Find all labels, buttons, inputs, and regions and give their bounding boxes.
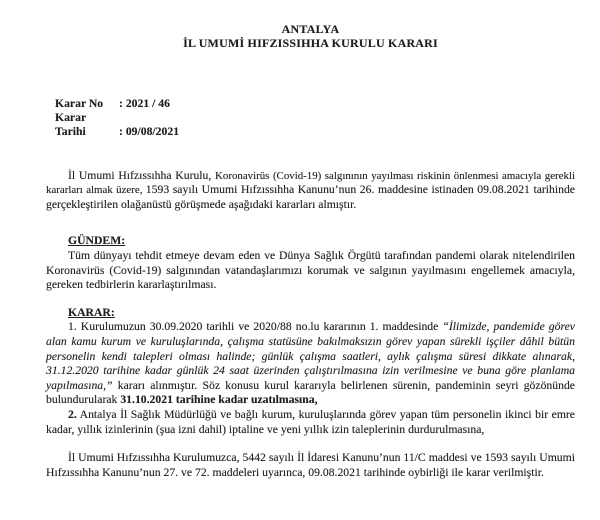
decision-item-1-lead: Kurulumuzun 30.09.2020 tarihli ve 2020/88 no.lu kararının 1. maddesinde [76,320,443,334]
decision-no-row [55,97,575,111]
decision-meta [55,97,575,140]
intro-part1: İl Umumi Hıfzıssıhha Kurulu, [68,168,216,182]
decision-date-label: Karar Tarihi [55,111,86,139]
decision-no-value: : 2021 / 46 [119,97,170,110]
decision-item-2 [46,408,575,437]
decision-item-1 [46,320,575,408]
agenda-paragraph: Tüm dünyayı tehdit etmeye devam eden ve Dünya Sağlık Örgütü tarafından pandemi olarak nitelendirilen Koronavirüs (Covid-19) salgınından vatandaşlarımızı korumak ve salgının yayılmasını engellemek amacıyla, gereken tedbirlerin kararlaştırılması. [46,248,575,292]
decision-item-2-number: 2. [68,407,77,421]
document-title [46,22,575,50]
agenda-heading: GÜNDEM: [68,234,126,248]
decision-item-1-middle: kararı alınmıştır. Söz konusu kurul kararıyla belirlenen sürenin, pandeminin seyri gözönünde bulundurularak [46,378,575,407]
intro-part3: 1593 sayılı Umumi Hıfzıssıhha Kanunu’nun 26. maddesine istinaden 09.08.2021 tarihinde gerçekleştirilen olağanüstü görüşmede aşağıdaki kararları almıştır. [46,183,575,211]
decision-date-row [55,111,575,139]
intro-part2: Koronavirüs (Covid-19) salgınının yayılması riskinin önlenmesi amacıyla gerekli kararları almak üzere, [46,169,575,197]
title-city: ANTALYA [281,22,340,36]
decision-date-value: : 09/08/2021 [119,125,180,139]
decision-item-1-number: 1. [68,320,77,334]
title-board-name: İL UMUMİ HIFZISSIHHA KURULU KARARI [183,36,438,50]
decision-heading: KARAR: [68,305,115,319]
decision-item-1-quote: “İlimizde, pandemide görev alan kamu kurum ve kuruluşlarında, çalışma statüsüne bakılmaksızın görev yapan sürekli işçiler dâhil bütün personelin kendi talepleri olması halinde; günlük çalışma saatleri, aylık çalışma süresi dikkate alınarak, 31.12.2020 tarihine kadar günlük 24 saat üzerinden çalıştırılmasına izin verilmesine ve buna göre planlama yapılmasına,” [46,320,575,392]
decision-item-2-text: Antalya İl Sağlık Müdürlüğü ve bağlı kurum, kuruluşlarında görev yapan tüm personelin ikinci bir emre kadar, yıllık izinlerinin (şua izni dahil) iptaline ve yeni yıllık izin taleplerinin durdurulmasına, [46,407,575,436]
decision-item-1-bold-tail: 31.10.2021 tarihine kadar uzatılmasına, [120,393,318,407]
closing-paragraph: İl Umumi Hıfzıssıhha Kurulumuzca, 5442 sayılı İl İdaresi Kanunu’nun 11/C maddesi ve 1593 sayılı Umumi Hıfzıssıhha Kanunu’nun 27. ve 72. maddeleri uyarınca, 09.08.2021 tarihinde oybirliği ile karar verilmiştir. [46,451,575,479]
decision-no-label: Karar No [55,97,104,110]
intro-paragraph [46,169,575,213]
